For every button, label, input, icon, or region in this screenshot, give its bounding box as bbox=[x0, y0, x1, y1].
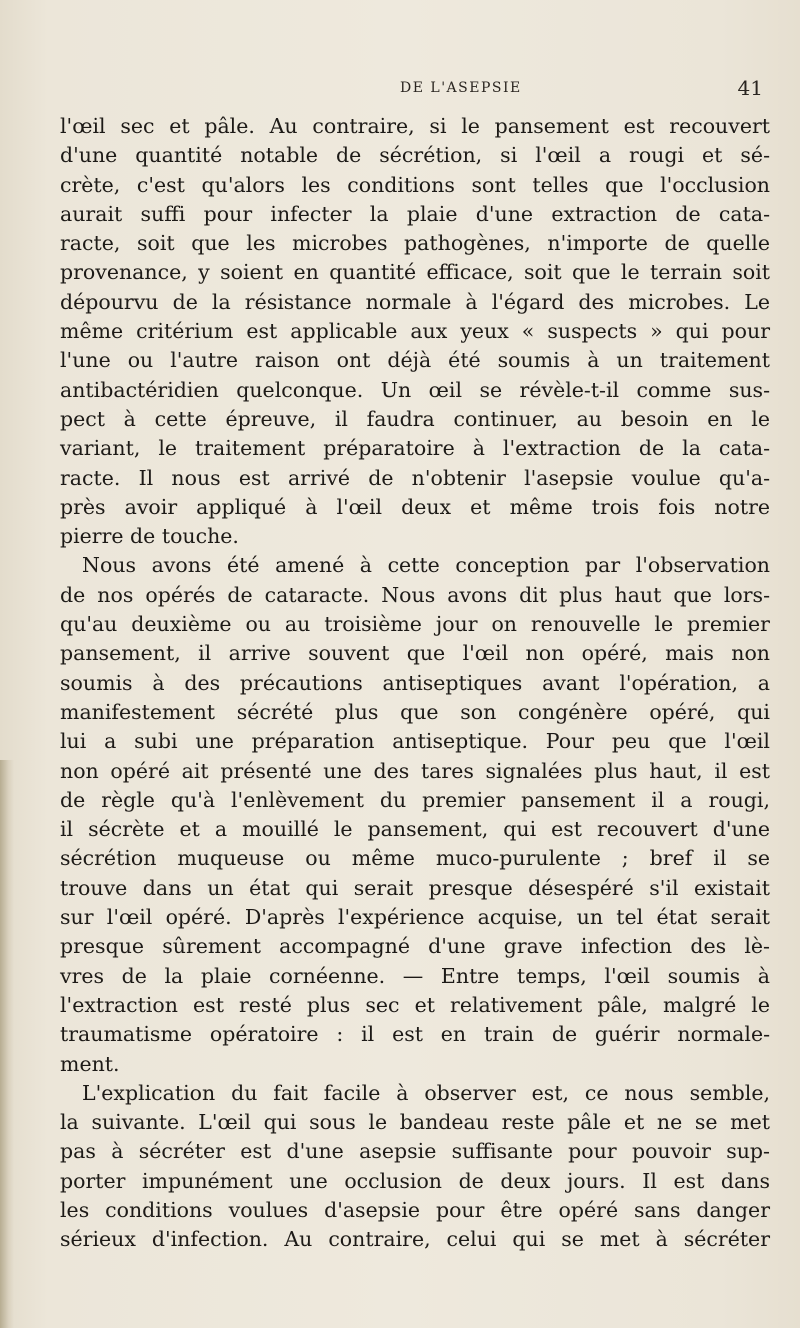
paragraph-start-line: L'explication du fait facile à observer est, ce nous semble, bbox=[82, 1080, 770, 1105]
text-line: antibactéridien quelconque. Un œil se révèle-t-il comme sus- bbox=[60, 377, 770, 402]
running-title: DE L'ASEPSIE bbox=[400, 80, 522, 96]
paragraph-start-line: Nous avons été amené à cette conception par l'observation bbox=[82, 553, 770, 578]
text-line: même critérium est applicable aux yeux « suspects » qui pour bbox=[60, 319, 770, 344]
paragraph-end-line: ment. bbox=[60, 1051, 120, 1076]
text-line: les conditions voulues d'asepsie pour être opéré sans danger bbox=[60, 1197, 770, 1222]
text-line: trouve dans un état qui serait presque désespéré s'il existait bbox=[60, 875, 770, 900]
text-line: racte. Il nous est arrivé de n'obtenir l'asepsie voulue qu'a- bbox=[60, 465, 770, 490]
text-line: variant, le traitement préparatoire à l'extraction de la cata- bbox=[60, 436, 770, 461]
text-line: crète, c'est qu'alors les conditions sont telles que l'occlusion bbox=[60, 172, 770, 197]
page-number: 41 bbox=[737, 76, 763, 100]
page-header bbox=[60, 76, 765, 100]
text-line: pect à cette épreuve, il faudra continuer, au besoin en le bbox=[60, 406, 770, 431]
text-line: sécrétion muqueuse ou même muco-purulente ; bref il se bbox=[60, 846, 770, 871]
text-line: provenance, y soient en quantité efficace, soit que le terrain soit bbox=[60, 260, 770, 285]
text-line: aurait suffi pour infecter la plaie d'une extraction de cata- bbox=[60, 201, 770, 226]
text-line: l'œil sec et pâle. Au contraire, si le pansement est recouvert bbox=[60, 114, 770, 138]
text-line: la suivante. L'œil qui sous le bandeau reste pâle et ne se met bbox=[60, 1110, 770, 1135]
text-line: manifestement sécrété plus que son congénère opéré, qui bbox=[60, 699, 770, 724]
text-line: vres de la plaie cornéenne. — Entre temps, l'œil soumis à bbox=[60, 963, 770, 988]
text-line: pas à sécréter est d'une asepsie suffisante pour pouvoir sup- bbox=[60, 1139, 770, 1164]
text-line: sérieux d'infection. Au contraire, celui qui se met à sécréter bbox=[60, 1227, 770, 1252]
text-line: il sécrète et a mouillé le pansement, qui est recouvert d'une bbox=[60, 817, 770, 842]
text-line: lui a subi une préparation antiseptique. Pour peu que l'œil bbox=[60, 729, 770, 754]
text-line: pansement, il arrive souvent que l'œil non opéré, mais non bbox=[60, 641, 770, 666]
binding-shadow bbox=[0, 760, 14, 1328]
text-line: racte, soit que les microbes pathogènes, n'importe de quelle bbox=[60, 231, 770, 256]
text-line: l'extraction est resté plus sec et relativement pâle, malgré le bbox=[60, 992, 770, 1017]
text-line: porter impunément une occlusion de deux jours. Il est dans bbox=[60, 1168, 770, 1193]
body-text bbox=[60, 112, 770, 1255]
text-line: d'une quantité notable de sécrétion, si l'œil a rougi et sé- bbox=[60, 143, 770, 168]
text-line: de nos opérés de cataracte. Nous avons dit plus haut que lors- bbox=[60, 582, 770, 607]
text-line: dépourvu de la résistance normale à l'égard des microbes. Le bbox=[60, 289, 770, 314]
text-line: non opéré ait présenté une des tares signalées plus haut, il est bbox=[60, 758, 770, 783]
paragraph-end-line: pierre de touche. bbox=[60, 524, 239, 549]
text-line: de règle qu'à l'enlèvement du premier pansement il a rougi, bbox=[60, 787, 770, 812]
text-line: près avoir appliqué à l'œil deux et même trois fois notre bbox=[60, 494, 770, 519]
text-line: l'une ou l'autre raison ont déjà été soumis à un traitement bbox=[60, 348, 770, 373]
text-line: traumatisme opératoire : il est en train de guérir normale- bbox=[60, 1022, 770, 1047]
text-line: qu'au deuxième ou au troisième jour on renouvelle le premier bbox=[60, 612, 770, 637]
text-line: presque sûrement accompagné d'une grave infection des lè- bbox=[60, 934, 770, 959]
text-line: soumis à des précautions antiseptiques avant l'opération, a bbox=[60, 670, 770, 695]
text-line: sur l'œil opéré. D'après l'expérience acquise, un tel état serait bbox=[60, 905, 770, 930]
